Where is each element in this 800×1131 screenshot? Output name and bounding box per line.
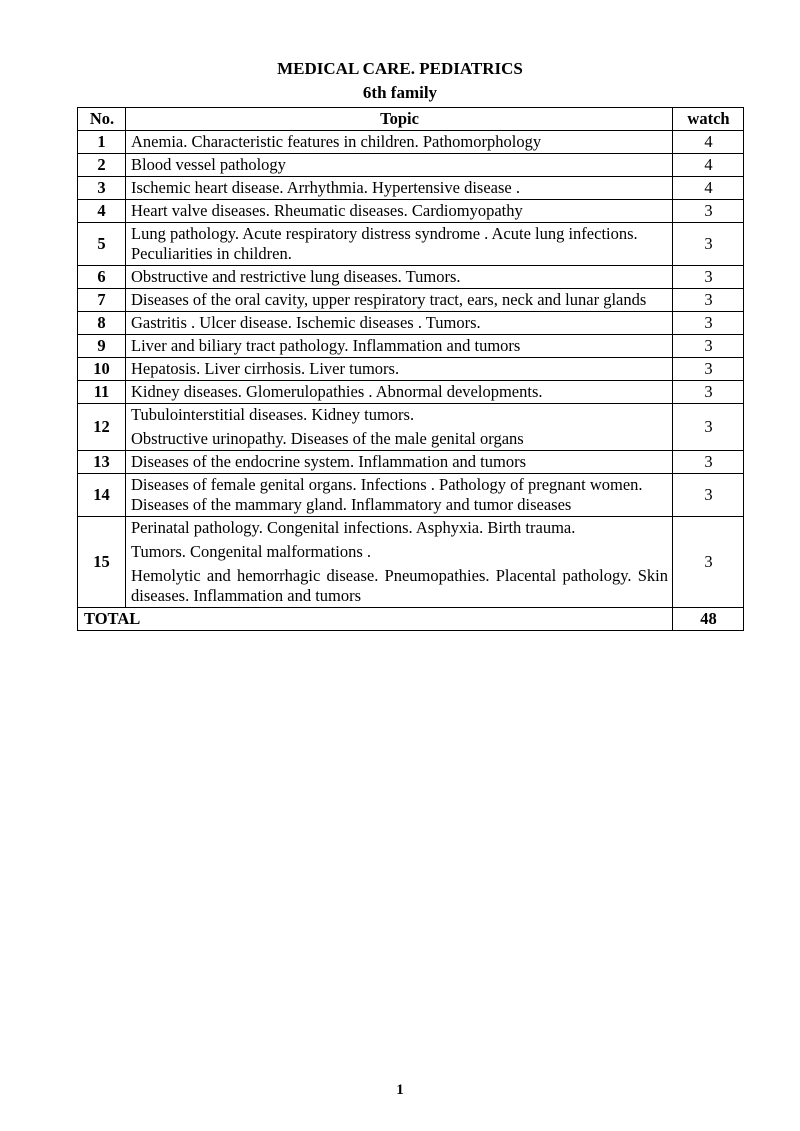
topic-line: Heart valve diseases. Rheumatic diseases. Cardiomyopathy xyxy=(131,201,523,220)
topics-table xyxy=(77,107,744,631)
topic-line: Hemolytic and hemorrhagic disease. Pneumopathies. Placental pathology. Skin diseases. Inflammation and tumors xyxy=(131,566,668,605)
row-number: 9 xyxy=(78,335,126,358)
total-value: 48 xyxy=(673,608,744,631)
topic-line: Ischemic heart disease. Arrhythmia. Hypertensive disease . xyxy=(131,178,520,197)
table-row xyxy=(78,358,744,381)
document-subtitle: 6th family xyxy=(362,83,438,102)
table-row xyxy=(78,381,744,404)
row-number: 3 xyxy=(78,177,126,200)
document-title: MEDICAL CARE. PEDIATRICS xyxy=(277,59,523,78)
total-row xyxy=(78,608,744,631)
topic-line: Diseases of the oral cavity, upper respiratory tract, ears, neck and lunar glands xyxy=(131,290,647,309)
row-topic xyxy=(126,289,673,312)
topic-line: Kidney diseases. Glomerulopathies . Abnormal developments. xyxy=(131,382,543,401)
row-number: 6 xyxy=(78,266,126,289)
row-topic xyxy=(126,335,673,358)
table-row xyxy=(78,223,744,266)
table-row xyxy=(78,451,744,474)
row-topic xyxy=(126,200,673,223)
row-topic xyxy=(126,474,673,517)
row-number: 10 xyxy=(78,358,126,381)
row-watch-hours: 4 xyxy=(673,131,744,154)
row-topic xyxy=(126,131,673,154)
row-topic xyxy=(126,517,673,608)
topic-line: Obstructive and restrictive lung diseases. Tumors. xyxy=(131,267,461,286)
topic-line: Diseases of the endocrine system. Inflammation and tumors xyxy=(131,452,526,471)
topic-line: Anemia. Characteristic features in children. Pathomorphology xyxy=(131,132,542,151)
table-row xyxy=(78,131,744,154)
table-header-row xyxy=(78,108,744,131)
row-number: 12 xyxy=(78,404,126,451)
row-watch-hours: 4 xyxy=(673,154,744,177)
row-number: 4 xyxy=(78,200,126,223)
row-number: 7 xyxy=(78,289,126,312)
row-topic xyxy=(126,381,673,404)
topic-line: Diseases of female genital organs. Infections . Pathology of pregnant women. Diseases of the mammary gland. Inflammatory and tumor diseases xyxy=(131,475,643,514)
row-topic xyxy=(126,404,673,451)
row-topic xyxy=(126,312,673,335)
table-row xyxy=(78,312,744,335)
row-number: 13 xyxy=(78,451,126,474)
topic-line: Liver and biliary tract pathology. Inflammation and tumors xyxy=(131,336,521,355)
table-row xyxy=(78,474,744,517)
topic-line: Gastritis . Ulcer disease. Ischemic diseases . Tumors. xyxy=(131,313,481,332)
row-number: 5 xyxy=(78,223,126,266)
row-number: 14 xyxy=(78,474,126,517)
row-number: 1 xyxy=(78,131,126,154)
table-row xyxy=(78,335,744,358)
row-watch-hours: 3 xyxy=(673,451,744,474)
topic-line: Tubulointerstitial diseases. Kidney tumors. xyxy=(131,405,415,424)
row-watch-hours: 3 xyxy=(673,312,744,335)
column-header-watch: watch xyxy=(673,108,744,131)
row-number: 15 xyxy=(78,517,126,608)
row-watch-hours: 3 xyxy=(673,289,744,312)
row-topic xyxy=(126,177,673,200)
row-topic xyxy=(126,154,673,177)
row-watch-hours: 3 xyxy=(673,223,744,266)
table-row xyxy=(78,200,744,223)
topic-line: Blood vessel pathology xyxy=(131,155,286,174)
row-topic xyxy=(126,358,673,381)
column-header-topic: Topic xyxy=(126,108,673,131)
page-number: 1 xyxy=(396,1082,404,1098)
row-watch-hours: 3 xyxy=(673,404,744,451)
row-number: 8 xyxy=(78,312,126,335)
table-row xyxy=(78,154,744,177)
table-row xyxy=(78,177,744,200)
row-watch-hours: 3 xyxy=(673,335,744,358)
row-topic xyxy=(126,266,673,289)
topic-line: Obstructive urinopathy. Diseases of the male genital organs xyxy=(131,429,524,448)
row-number: 11 xyxy=(78,381,126,404)
topic-line: Tumors. Congenital malformations . xyxy=(131,542,372,561)
row-watch-hours: 3 xyxy=(673,200,744,223)
row-topic xyxy=(126,451,673,474)
row-watch-hours: 3 xyxy=(673,266,744,289)
table-row xyxy=(78,289,744,312)
row-watch-hours: 3 xyxy=(673,381,744,404)
row-watch-hours: 3 xyxy=(673,358,744,381)
row-topic xyxy=(126,223,673,266)
row-watch-hours: 3 xyxy=(673,474,744,517)
row-watch-hours: 4 xyxy=(673,177,744,200)
total-label: TOTAL xyxy=(78,608,673,631)
topic-line: Lung pathology. Acute respiratory distress syndrome . Acute lung infections. Peculiarities in children. xyxy=(131,224,638,263)
table-row xyxy=(78,404,744,451)
topic-line: Perinatal pathology. Congenital infections. Asphyxia. Birth trauma. xyxy=(131,518,576,537)
table-row xyxy=(78,517,744,608)
column-header-no: No. xyxy=(78,108,126,131)
topic-line: Hepatosis. Liver cirrhosis. Liver tumors. xyxy=(131,359,400,378)
row-watch-hours: 3 xyxy=(673,517,744,608)
table-row xyxy=(78,266,744,289)
row-number: 2 xyxy=(78,154,126,177)
